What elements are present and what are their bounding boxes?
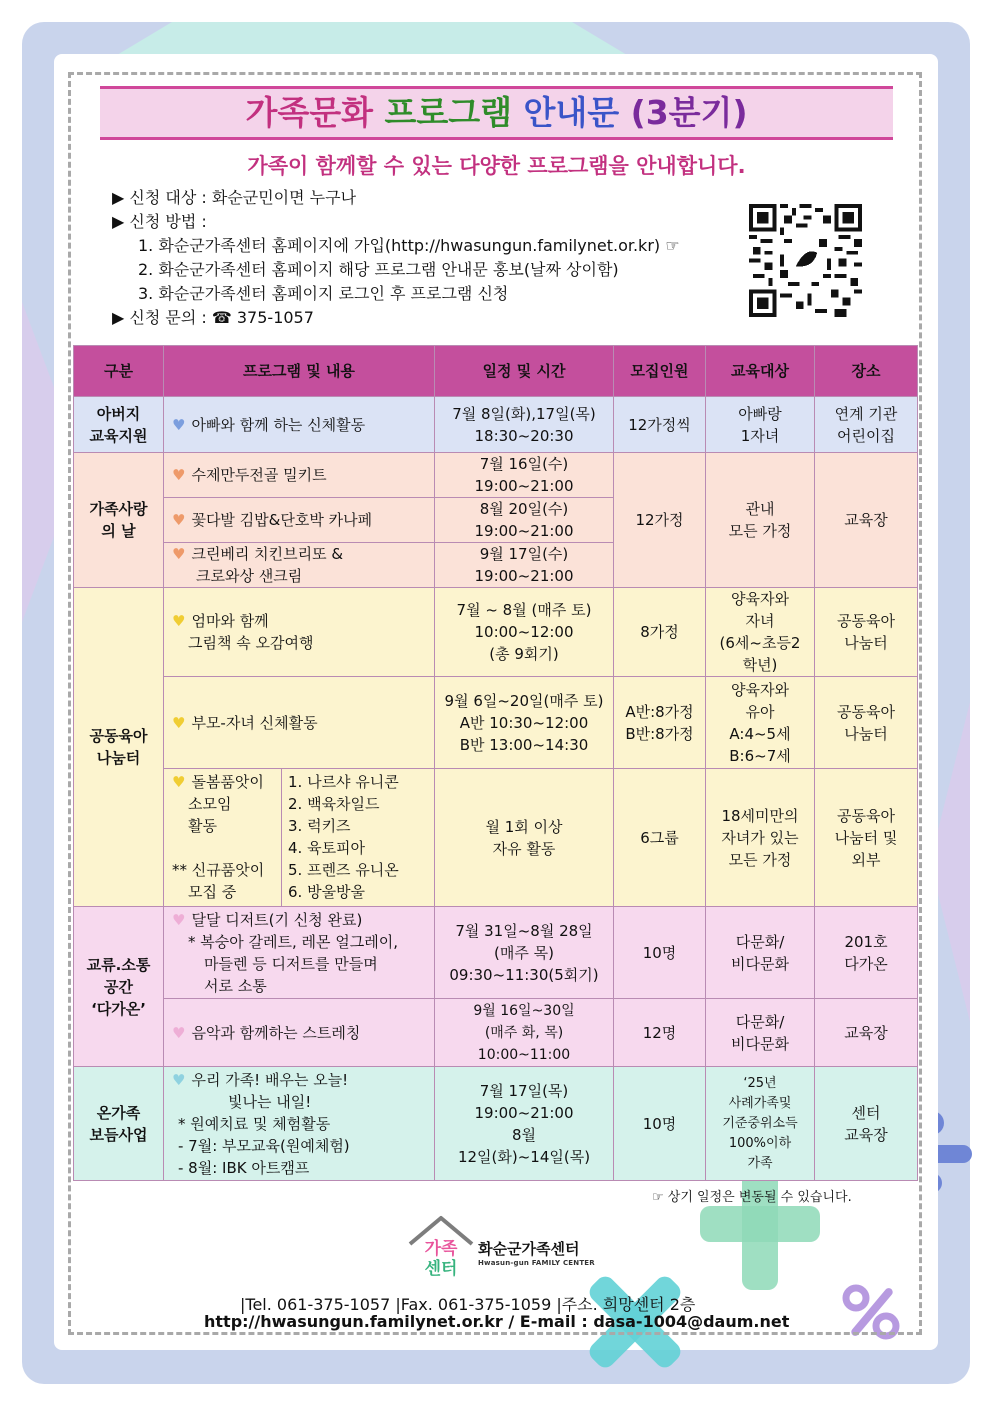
target-text: 비다문화 bbox=[731, 954, 789, 973]
target-text: 아빠랑 bbox=[738, 404, 782, 423]
list-item: 3. 럭키즈 bbox=[288, 817, 351, 835]
schedule-text: 12일(화)~14일(목) bbox=[457, 1147, 591, 1166]
program-text: 우리 가족! 배우는 오늘! bbox=[191, 1070, 349, 1089]
place-cell bbox=[815, 588, 918, 677]
capacity-cell: 6그룹 bbox=[614, 769, 706, 907]
list-item: 1. 나르샤 유니콘 bbox=[288, 773, 399, 791]
target-text: ‘25년 bbox=[743, 1075, 777, 1091]
header-place: 장소 bbox=[815, 346, 918, 397]
schedule-text: 자유 활동 bbox=[492, 839, 556, 858]
target-text: 학년) bbox=[742, 656, 778, 674]
target-text: 모든 가정 bbox=[728, 850, 792, 869]
program-cell bbox=[164, 588, 435, 677]
heart-icon: ♥ bbox=[172, 910, 186, 929]
table-row bbox=[74, 397, 918, 453]
heart-icon: ♥ bbox=[172, 1070, 186, 1089]
schedule-cell bbox=[435, 397, 614, 453]
program-text: 돌봄품앗이 bbox=[191, 773, 264, 791]
place-text: 연계 기관 bbox=[834, 404, 898, 423]
program-text: * 원예치료 및 체험활동 bbox=[178, 1114, 331, 1133]
category-text: 의 날 bbox=[101, 522, 136, 540]
place-text: 어린이집 bbox=[837, 426, 895, 445]
info-step-2: 2. 화순군가족센터 홈페이지 해당 프로그램 안내문 홍보(날짜 상이함) bbox=[138, 260, 619, 279]
program-text: 부모-자녀 신체활동 bbox=[191, 713, 318, 732]
schedule-text: 19:00~21:00 bbox=[474, 477, 574, 495]
page-subtitle: 가족이 함께할 수 있는 다양한 프로그램을 안내합니다. bbox=[247, 154, 746, 178]
category-cell bbox=[74, 588, 164, 907]
program-cell bbox=[164, 769, 435, 907]
program-text: * 복숭아 갈레트, 레몬 얼그레이, bbox=[188, 932, 398, 951]
target-cell bbox=[706, 1067, 815, 1181]
target-text: 비다문화 bbox=[731, 1034, 789, 1053]
program-text: 마들렌 등 디저트를 만들며 bbox=[204, 954, 378, 973]
table-header-row bbox=[74, 346, 918, 397]
heart-icon: ♥ bbox=[172, 415, 186, 434]
title-part-4: (3분기) bbox=[630, 93, 748, 132]
schedule-text: A반 10:30~12:00 bbox=[459, 713, 589, 732]
capacity-cell: 12가정씩 bbox=[614, 397, 706, 453]
program-text: ** 신규품앗이 bbox=[172, 861, 265, 879]
schedule-cell bbox=[435, 677, 614, 769]
target-text: A:4~5세 bbox=[729, 724, 791, 743]
schedule-text: 7월 16일(수) bbox=[479, 455, 569, 473]
category-cell bbox=[74, 1067, 164, 1181]
schedule-text: (총 9회기) bbox=[489, 645, 559, 663]
schedule-text: 19:00~21:00 bbox=[474, 567, 574, 585]
target-text: B:6~7세 bbox=[729, 746, 791, 765]
info-method: ▶ 신청 방법 : bbox=[112, 212, 207, 231]
heart-icon: ♥ bbox=[172, 713, 186, 732]
category-cell bbox=[74, 453, 164, 588]
place-text: 나눔터 및 bbox=[834, 828, 898, 847]
program-cell bbox=[164, 677, 435, 769]
header-program: 프로그램 및 내용 bbox=[164, 346, 435, 397]
target-cell bbox=[706, 999, 815, 1067]
table-row bbox=[74, 677, 918, 769]
program-cell bbox=[164, 999, 435, 1067]
schedule-cell bbox=[435, 769, 614, 907]
capacity-text: B반:8가정 bbox=[625, 724, 694, 743]
program-text: 모집 중 bbox=[188, 883, 237, 901]
schedule-text: (매주 목) bbox=[494, 943, 554, 962]
target-cell bbox=[706, 907, 815, 999]
club-description bbox=[164, 769, 282, 906]
place-cell bbox=[815, 769, 918, 907]
program-text: 꽃다발 김밥&단호박 카나페 bbox=[191, 511, 373, 529]
program-text: 엄마와 함께 bbox=[191, 612, 269, 630]
table-row bbox=[74, 588, 918, 677]
category-text: 공간 bbox=[104, 977, 133, 996]
page-title bbox=[100, 86, 893, 140]
list-item: 6. 방울방울 bbox=[288, 883, 366, 901]
capacity-cell: 12가정 bbox=[614, 453, 706, 588]
schedule-cell bbox=[435, 999, 614, 1067]
place-cell bbox=[815, 677, 918, 769]
target-text: 유아 bbox=[745, 702, 775, 721]
schedule-cell bbox=[435, 907, 614, 999]
schedule-text: 9월 6일~20일(매주 토) bbox=[444, 691, 604, 710]
category-text: 보듬사업 bbox=[89, 1125, 148, 1144]
header-schedule: 일정 및 시간 bbox=[435, 346, 614, 397]
program-cell bbox=[164, 1067, 435, 1181]
target-text: 양육자와 bbox=[731, 680, 789, 699]
list-item: 2. 백육차일드 bbox=[288, 795, 380, 813]
target-cell bbox=[706, 397, 815, 453]
place-text: 나눔터 bbox=[844, 634, 888, 652]
target-text: 18세미만의 bbox=[721, 806, 799, 825]
table-row bbox=[74, 999, 918, 1067]
header-category: 구분 bbox=[74, 346, 164, 397]
center-name: 화순군가족센터 bbox=[478, 1240, 580, 1258]
program-text: 크로와상 샌크림 bbox=[196, 567, 303, 585]
schedule-cell bbox=[435, 588, 614, 677]
target-text: 사례가족및 bbox=[728, 1095, 792, 1111]
schedule-text: 월 1회 이상 bbox=[485, 817, 563, 836]
schedule-text: 7월 31일~8월 28일 bbox=[455, 921, 593, 940]
application-info bbox=[112, 186, 680, 330]
place-cell bbox=[815, 907, 918, 999]
info-step-3: 3. 화순군가족센터 홈페이지 로그인 후 프로그램 신청 bbox=[138, 284, 509, 303]
capacity-cell: 10명 bbox=[614, 1067, 706, 1181]
schedule-text: B반 13:00~14:30 bbox=[459, 735, 589, 754]
center-name-english: Hwasun-gun FAMILY CENTER bbox=[478, 1259, 595, 1267]
target-text: 모든 가정 bbox=[728, 522, 792, 540]
title-part-3: 안내문 bbox=[523, 93, 620, 132]
place-cell bbox=[815, 1067, 918, 1181]
heart-icon: ♥ bbox=[172, 545, 186, 563]
place-text: 센터 bbox=[851, 1103, 881, 1122]
place-cell: 교육장 bbox=[815, 999, 918, 1067]
target-text: 기준중위소득 bbox=[722, 1115, 798, 1131]
program-text: 수제만두전골 밀키트 bbox=[191, 466, 327, 484]
program-text: 크린베리 치킨브리또 & bbox=[191, 545, 344, 563]
program-text: - 7월: 부모교육(원예체험) bbox=[178, 1136, 350, 1155]
logo-mark-top: 가족 bbox=[424, 1239, 458, 1259]
place-text: 공동육아 bbox=[837, 612, 895, 630]
schedule-text: 9월 16일~30일 bbox=[473, 1002, 575, 1019]
place-text: 나눔터 bbox=[844, 724, 888, 743]
target-text: 자녀가 있는 bbox=[721, 828, 799, 847]
info-target: ▶ 신청 대상 : 화순군민이면 누구나 bbox=[112, 188, 357, 207]
schedule-text: 7월 17일(목) bbox=[479, 1081, 569, 1100]
program-cell bbox=[164, 907, 435, 999]
target-text: 다문화/ bbox=[735, 1012, 785, 1031]
capacity-text: A반:8가정 bbox=[625, 702, 694, 721]
schedule-text: 10:00~12:00 bbox=[474, 623, 574, 641]
capacity-cell: 12명 bbox=[614, 999, 706, 1067]
header-capacity: 모집인원 bbox=[614, 346, 706, 397]
schedule-change-note: ☞ 상기 일정은 변동될 수 있습니다. bbox=[652, 1190, 852, 1205]
program-text: - 8월: IBK 아트캠프 bbox=[178, 1158, 310, 1177]
place-text: 다가온 bbox=[844, 954, 888, 973]
table-row bbox=[74, 769, 918, 907]
header-target: 교육대상 bbox=[706, 346, 815, 397]
category-text: 교육지원 bbox=[89, 426, 148, 445]
heart-icon: ♥ bbox=[172, 612, 186, 630]
program-text: 음악과 함께하는 스트레칭 bbox=[191, 1023, 361, 1042]
qr-code-icon[interactable] bbox=[749, 204, 862, 317]
place-text: 교육장 bbox=[844, 1125, 888, 1144]
place-text: 201호 bbox=[844, 932, 888, 951]
capacity-cell: 8가정 bbox=[614, 588, 706, 677]
category-text: 가족사랑 bbox=[89, 500, 148, 518]
target-cell bbox=[706, 677, 815, 769]
place-text: 공동육아 bbox=[837, 806, 895, 825]
category-text: 온가족 bbox=[96, 1103, 141, 1122]
logo-mark-bottom: 센터 bbox=[424, 1259, 458, 1279]
schedule-text: 8월 20일(수) bbox=[479, 500, 569, 518]
program-text: 그림책 속 오감여행 bbox=[188, 634, 314, 652]
heart-icon: ♥ bbox=[172, 773, 186, 791]
schedule-cell bbox=[435, 453, 614, 498]
category-text: 아버지 bbox=[96, 404, 141, 423]
schedule-text: 19:00~21:00 bbox=[474, 1103, 574, 1122]
place-cell bbox=[815, 397, 918, 453]
table-row bbox=[74, 453, 918, 498]
target-text: 100%이하 bbox=[728, 1135, 792, 1151]
contact-web-email[interactable]: http://hwasungun.familynet.or.kr / E-mail : dasa-1004@daum.net bbox=[204, 1312, 790, 1331]
table-row bbox=[74, 907, 918, 999]
list-item: 4. 육토피아 bbox=[288, 839, 366, 857]
family-center-logo-icon bbox=[406, 1214, 476, 1280]
schedule-text: 7월 8일(화),17일(목) bbox=[452, 404, 596, 423]
target-text: 자녀 bbox=[745, 612, 775, 630]
schedule-text: (매주 화, 목) bbox=[484, 1024, 564, 1041]
target-text: (6세~초등2 bbox=[719, 634, 801, 652]
info-contact: ▶ 신청 문의 : ☎ 375-1057 bbox=[112, 308, 314, 327]
category-text: 교류.소통 bbox=[86, 955, 151, 974]
target-cell bbox=[706, 588, 815, 677]
info-step-1: 1. 화순군가족센터 홈페이지에 가입(http://hwasungun.familynet.or.kr) ☞ bbox=[138, 236, 680, 255]
schedule-text: 8월 bbox=[511, 1125, 537, 1144]
target-text: 다문화/ bbox=[735, 932, 785, 951]
program-cell bbox=[164, 453, 435, 498]
category-text: 나눔터 bbox=[96, 749, 141, 767]
category-cell bbox=[74, 397, 164, 453]
capacity-cell: 10명 bbox=[614, 907, 706, 999]
program-text: 아빠와 함께 하는 신체활동 bbox=[191, 415, 366, 434]
program-text: 서로 소통 bbox=[204, 976, 267, 995]
schedule-text: 7월 ~ 8월 (매주 토) bbox=[456, 601, 592, 619]
schedule-text: 09:30~11:30(5회기) bbox=[449, 965, 599, 984]
schedule-cell bbox=[435, 498, 614, 543]
target-cell bbox=[706, 453, 815, 588]
target-text: 양육자와 bbox=[731, 590, 789, 608]
program-cell bbox=[164, 397, 435, 453]
program-table bbox=[73, 345, 918, 1181]
schedule-text: 19:00~21:00 bbox=[474, 522, 574, 540]
target-text: 관내 bbox=[745, 500, 775, 518]
program-text: 활동 bbox=[188, 817, 217, 835]
schedule-text: 9월 17일(수) bbox=[479, 545, 569, 563]
target-cell bbox=[706, 769, 815, 907]
list-item: 5. 프렌즈 유니온 bbox=[288, 861, 399, 879]
place-text: 공동육아 bbox=[837, 702, 895, 721]
category-text: 공동육아 bbox=[89, 727, 148, 745]
target-text: 가족 bbox=[747, 1155, 773, 1171]
program-cell bbox=[164, 498, 435, 543]
program-text: 빛나는 내일! bbox=[228, 1092, 312, 1111]
category-text: ‘다가온’ bbox=[91, 999, 146, 1018]
heart-icon: ♥ bbox=[172, 466, 186, 484]
category-cell bbox=[74, 907, 164, 1067]
place-text: 외부 bbox=[851, 850, 881, 869]
contact-phone-fax-address: |Tel. 061-375-1057 |Fax. 061-375-1059 |주소. 희망센터 2층 bbox=[240, 1295, 696, 1314]
program-cell bbox=[164, 543, 435, 588]
title-part-1: 가족문화 bbox=[245, 93, 373, 132]
heart-icon: ♥ bbox=[172, 511, 186, 529]
program-text: 소모임 bbox=[188, 795, 232, 813]
capacity-cell bbox=[614, 677, 706, 769]
schedule-cell bbox=[435, 1067, 614, 1181]
table-row bbox=[74, 1067, 918, 1181]
schedule-cell bbox=[435, 543, 614, 588]
place-cell: 교육장 bbox=[815, 453, 918, 588]
schedule-text: 10:00~11:00 bbox=[477, 1046, 571, 1063]
schedule-text: 18:30~20:30 bbox=[474, 426, 574, 445]
program-text: 달달 디저트(기 신청 완료) bbox=[191, 910, 363, 929]
club-group-list bbox=[282, 769, 434, 906]
target-text: 1자녀 bbox=[740, 426, 780, 445]
title-part-2: 프로그램 bbox=[384, 93, 512, 132]
heart-icon: ♥ bbox=[172, 1023, 186, 1042]
